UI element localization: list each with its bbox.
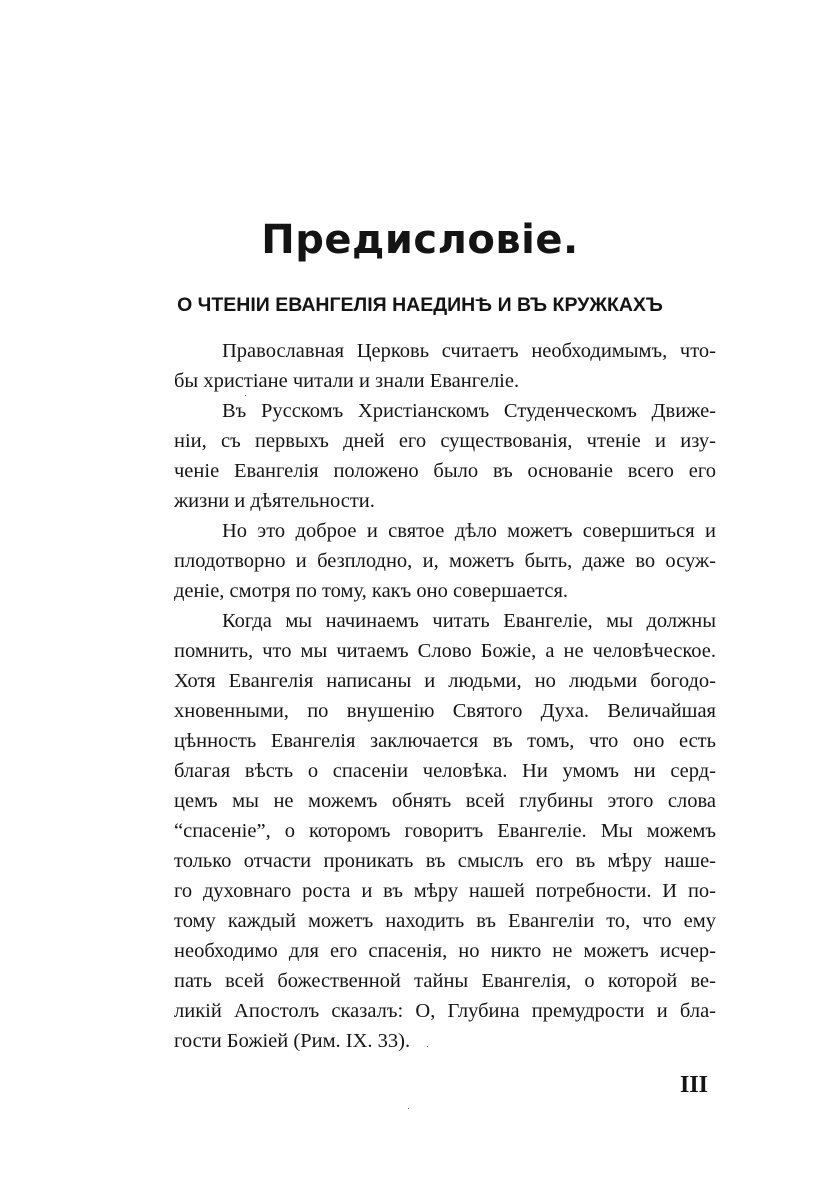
text-line: ніи, съ первыхъ дней его существованія, чтеніе и изу- — [174, 430, 716, 452]
text-line: помнить, что мы читаемъ Слово Божіе, а не человѣческое. — [174, 640, 716, 662]
text-line: деніе, смотря по тому, какъ оно совершается. — [174, 580, 569, 602]
text-line: Православная Церковь считаетъ необходимымъ, что- — [222, 340, 716, 362]
text-line: только отчасти проникать въ смыслъ его въ мѣру наше- — [174, 850, 716, 872]
scan-speck — [245, 395, 246, 396]
text-line: Но это доброе и святое дѣло можетъ совершиться и — [222, 520, 716, 542]
text-line: бы христіане читали и знали Евангеліе. — [174, 370, 520, 392]
text-line: цѣнность Евангелія заключается въ томъ, что оно есть — [174, 730, 716, 752]
text-line: го духовнаго роста и въ мѣру нашей потребности. И по- — [174, 880, 716, 902]
text-line: Хотя Евангелія написаны и людьми, но людьми богодо- — [174, 670, 716, 692]
text-line: цемъ мы не можемъ обнять всей глубины этого слова — [174, 790, 716, 812]
scan-speck — [408, 1108, 409, 1109]
text-line: гости Божіей (Рим. IX. 33). — [174, 1030, 411, 1052]
text-line: пать всей божественной тайны Евангелія, о которой ве- — [174, 970, 716, 992]
text-line: ликій Апостолъ сказалъ: О, Глубина премудрости и бла- — [174, 1000, 716, 1022]
body-text — [126, 336, 716, 1056]
text-line: “спасеніе”, о которомъ говоритъ Евангеліе. Мы можемъ — [174, 820, 716, 842]
text-line: Когда мы начинаемъ читать Евангеліе, мы должны — [222, 610, 716, 632]
text-line: необходимо для его спасенія, но никто не можетъ исчер- — [174, 940, 716, 962]
text-line: плодотворно и безплодно, и, можетъ быть, даже во осуж- — [174, 550, 716, 572]
section-heading: О ЧТЕНІИ ЕВАНГЕЛІЯ НАЕДИНѢ И ВЪ КРУЖКАХЪ — [177, 294, 663, 316]
paragraph-3 — [126, 516, 716, 606]
text-line: хновенными, по внушенію Святого Духа. Величайшая — [174, 700, 716, 722]
paragraph-2 — [126, 396, 716, 516]
page-number: III — [680, 1072, 709, 1098]
text-line: благая вѣсть о спасеніи человѣка. Ни умомъ ни серд- — [174, 760, 716, 782]
text-line: Въ Русскомъ Христіанскомъ Студенческомъ Движе- — [222, 400, 716, 422]
text-line: ченіе Евангелія положено было въ основаніе всего его — [174, 460, 716, 482]
paragraph-1 — [126, 336, 716, 396]
page-title: Предисловіе. — [261, 217, 579, 263]
paragraph-4 — [126, 606, 716, 1056]
text-line: тому каждый можетъ находить въ Евангеліи то, что ему — [174, 910, 716, 932]
text-line: жизни и дѣятельности. — [174, 490, 375, 512]
scan-speck — [427, 1046, 428, 1047]
